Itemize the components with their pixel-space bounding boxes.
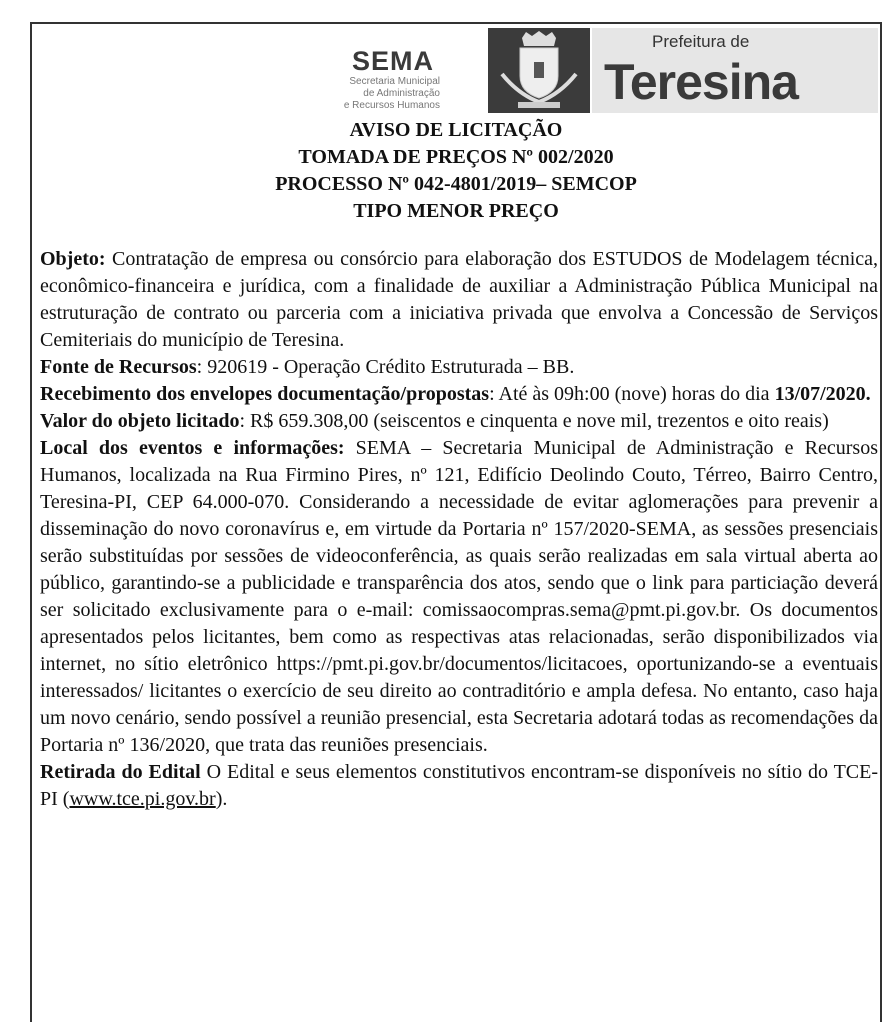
title-tipo: TIPO MENOR PREÇO [353,200,559,222]
section-text: : R$ 659.308,00 (seiscentos e cinquenta e nove mil, trezentos e oito reais) [239,410,829,432]
section-label: Valor do objeto licitado [40,410,240,432]
title-tomada: TOMADA DE PREÇOS Nº 002/2020 [298,146,614,168]
section-text: SEMA – Secretaria Municipal de Administração e Recursos Humanos, localizada na Rua Firmino Pires, nº 121, Edifício Deolindo Couto, Térreo, Bairro Centro, Teresina-PI, CEP 64.000-070. Considerando a necessidade de evitar aglomerações para prevenir a disseminação do novo coronavírus e, em virtude da Portaria nº 157/2020-SEMA, as sessões presenciais serão substituídas por sessões de videoconferência, as quais serão realizadas em sala virtual aberta ao público, garantindo-se a publicidade e transparência dos atos, sendo que o link para particiação deverá ser solicitado exclusivamente para o e-mail: comissaocompras.sema@pmt.pi.gov.br. Os documentos apresentados pelos licitantes, bem como as respectivas atas relacionadas, serão disponibilizados via internet, no sítio eletrônico https://pmt.pi.gov.br/documentos/licitacoes, oportunizando-se a eventuais interessados/ licitantes o exercício de seu direito ao contraditório e ampla defesa. No entanto, caso haja um novo cenário, sendo possível a reunião presencial, esta Secretaria adotará todas as recomendações da Portaria nº 136/2020, que trata das reuniões presenciais. [40,437,879,756]
section-label: Retirada do Edital [40,761,201,783]
sema-logo-line: de Administração [363,88,440,99]
section-text: : 920619 - Operação Crédito Estruturada – BB. [196,356,575,378]
title-aviso: AVISO DE LICITAÇÃO [349,119,563,141]
section-recebimento [40,381,878,408]
section-text: O Edital e seus elementos constitutivos encontram-se disponíveis no sítio do TCE-PI ( [40,761,879,810]
section-retirada [40,759,878,813]
section-label: Recebimento dos envelopes documentação/propostas [40,383,490,405]
logo-city: Teresina [604,54,798,110]
tce-link[interactable]: www.tce.pi.gov.br [69,788,216,810]
sema-logo-line: Secretaria Municipal [349,76,440,87]
section-label: Fonte de Recursos [40,356,197,378]
notice-titles [30,117,882,225]
section-label: Objeto: [40,248,106,270]
section-text: Contratação de empresa ou consórcio para elaboração dos ESTUDOS de Modelagem técnica, econômico-financeira e jurídica, com a finalidade de auxiliar a Administração Pública Municipal na estruturação de contrato ou parceria com a iniciativa privada que envolva a Concessão de Serviços Cemiteriais do município de Teresina. [40,248,878,351]
section-valor [40,408,878,435]
prefeitura-teresina-logo [592,28,878,113]
section-objeto [40,246,878,354]
sema-logo-line: e Recursos Humanos [343,100,440,111]
title-processo: PROCESSO Nº 042-4801/2019– SEMCOP [275,173,637,195]
coat-of-arms-icon [488,28,590,113]
sema-logo-name: SEMA [351,46,434,76]
deadline-date: 13/07/2020. [774,383,871,405]
sema-logo [296,46,440,112]
section-fonte [40,354,878,381]
section-label: Local dos eventos e informações: [40,437,345,459]
section-text: : Até às 09h:00 (nove) horas do dia [489,383,775,405]
section-local [40,435,878,759]
logo-prefix: Prefeitura de [652,32,750,51]
section-text: ). [215,788,228,810]
notice-body [40,246,878,813]
